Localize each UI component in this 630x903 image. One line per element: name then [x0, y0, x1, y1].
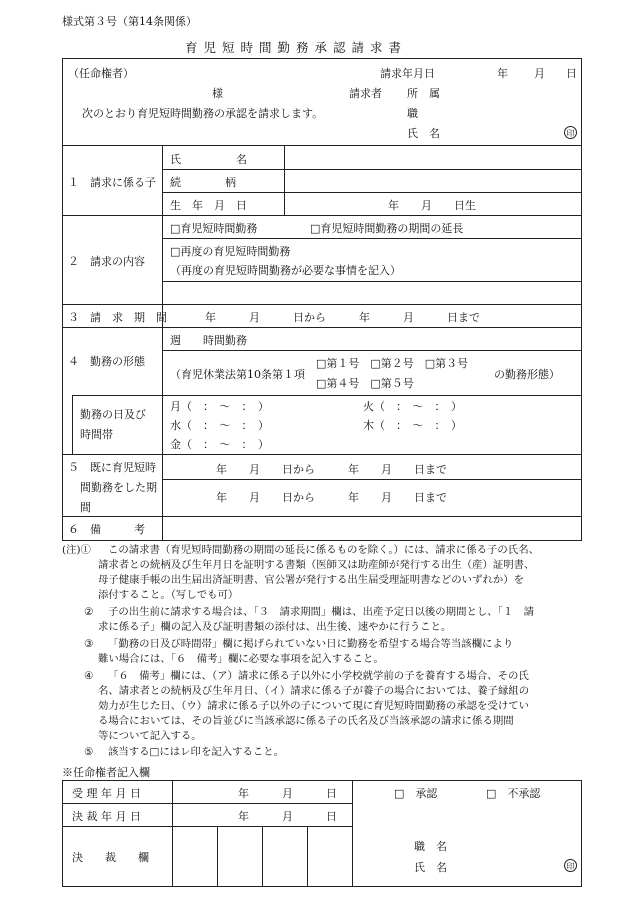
option-extension-checkbox[interactable]: □育児短時間勤務の期間の延長 — [310, 222, 464, 235]
notes-prefix: (注)① — [62, 544, 91, 556]
law-items-row1[interactable]: □第１号 □第２号 □第３号 — [316, 357, 469, 370]
law-prefix: （育児休業法第10条第１項 — [170, 368, 305, 381]
weekly-hours: 週 時間勤務 — [170, 334, 247, 347]
appointer-section-title: ※任命権者記入欄 — [62, 766, 150, 779]
note5-mark: ⑤ — [84, 746, 94, 758]
ketsu-label: 決 裁 欄 — [72, 851, 149, 864]
decision-date-value: 年 月 日 — [238, 810, 337, 823]
section1-label: １ 請求に係る子 — [68, 176, 156, 189]
child-relation-label: 続 柄 — [170, 176, 236, 189]
note4-line5: 等について記入する。 — [98, 730, 202, 742]
note5-text: 該当する□にはレ印を記入すること。 — [108, 746, 285, 758]
month-label: 月 — [534, 67, 545, 80]
position-label: 職 — [407, 107, 418, 120]
receipt-date-value: 年 月 日 — [238, 787, 337, 800]
section4-label: ４ 勤務の形態 — [68, 355, 145, 368]
approver-name-label: 氏 名 — [414, 861, 447, 874]
note3-mark: ③ — [84, 638, 94, 650]
law-items-row2[interactable]: □第４号 □第５号 — [316, 377, 414, 390]
appointer-label: （任命権者） — [68, 67, 134, 80]
section6-label: ６ 備 考 — [68, 523, 145, 536]
note1-line1: この請求書（育児短時間勤務の期間の延長に係るものを除く。）には、請求に係る子の氏名、 — [108, 544, 539, 556]
page-title: 育児短時間勤務承認請求書 — [185, 40, 408, 55]
law-suffix: の勤務形態） — [494, 368, 560, 381]
option-short-time-checkbox[interactable]: □育児短時間勤務 — [170, 222, 258, 235]
previous-period-1: 年 月 日から 年 月 日まで — [216, 463, 447, 476]
approve-checkbox[interactable]: □ 承認 — [394, 787, 438, 800]
option-again-note: （再度の育児短時間勤務が必要な事情を記入） — [170, 264, 401, 277]
year-label: 年 — [497, 67, 508, 80]
note4-line3: 効力が生じた日、（ウ）請求に係る子以外の子について現に育児短時間勤務の承認を受けてい — [98, 700, 529, 712]
section5-label-3: 間 — [80, 501, 91, 514]
request-period-value: 年 月 日から 年 月 日まで — [205, 311, 480, 324]
name-label: 氏 名 — [407, 127, 440, 140]
note3-line1: 「勤務の日及び時間帯」欄に掲げられていない日に勤務を希望する場合等当該欄により — [108, 638, 514, 650]
work-days-label-2: 時間帯 — [80, 428, 113, 441]
wednesday-hours: 水（ ： ～ ： ） — [170, 419, 269, 432]
section5-label-2: 間勤務をした期 — [80, 481, 157, 494]
child-birth-value: 年 月 日生 — [388, 199, 476, 212]
requester-label: 請求者 — [349, 87, 382, 100]
monday-hours: 月（ ： ～ ： ） — [170, 400, 269, 413]
thursday-hours: 木（ ： ～ ： ） — [363, 419, 462, 432]
note1-line3: 母子健康手帳の出生届出済証明書、官公署が発行する出生届受理証明書などのいずれか）を — [98, 574, 525, 586]
day-label: 日 — [566, 67, 577, 80]
intro-text: 次のとおり育児短時間勤務の承認を請求します。 — [82, 107, 324, 120]
child-birth-label: 生 年 月 日 — [170, 199, 247, 212]
decision-date-label: 決 裁 年 月 日 — [72, 810, 141, 823]
note1-line2: 請求者との続柄及び生年月日を証明する書類（医師又は助産師が発行する出生（産）証明書、 — [98, 559, 535, 571]
note4-line4: る場合においては、その旨並びに当該承認に係る子の氏名及び当該承認の請求に係る期間 — [98, 715, 514, 727]
note3-line2: 難い場合には、「６ 備考」欄に必要な事項を記入すること。 — [98, 653, 384, 665]
sama-label: 様 — [212, 87, 223, 100]
affiliation-label: 所 属 — [407, 87, 440, 100]
note4-mark: ④ — [84, 670, 94, 682]
section5-label-1: ５ 既に育児短時 — [68, 461, 156, 474]
option-again-checkbox[interactable]: □再度の育児短時間勤務 — [170, 245, 291, 258]
approver-seal-icon: 印 — [564, 859, 577, 872]
work-days-label-1: 勤務の日及び — [80, 408, 146, 421]
previous-period-2: 年 月 日から 年 月 日まで — [216, 491, 447, 504]
receipt-date-label: 受 理 年 月 日 — [72, 787, 141, 800]
note2-line2: 求に係る子」欄の記入及び証明書類の添付は、出生後、速やかに行うこと。 — [98, 621, 452, 633]
seal-icon: 印 — [564, 126, 577, 139]
request-date-label: 請求年月日 — [380, 67, 435, 80]
section2-label: ２ 請求の内容 — [68, 255, 145, 268]
form-number: 様式第３号（第14条関係） — [62, 15, 197, 28]
section3-label: ３ 請 求 期 間 — [68, 311, 167, 324]
note4-line2: 名、請求者との続柄及び生年月日、（イ）請求に係る子が養子の場合においては、養子縁組の — [98, 685, 530, 697]
tuesday-hours: 火（ ： ～ ： ） — [363, 400, 462, 413]
disapprove-checkbox[interactable]: □ 不承認 — [486, 787, 541, 800]
approver-position-label: 職 名 — [414, 840, 447, 853]
note2-mark: ② — [84, 606, 94, 618]
friday-hours: 金（ ： ～ ： ） — [170, 438, 269, 451]
note4-line1: 「６ 備考」欄には、（ア）請求に係る子以外に小学校就学前の子を養育する場合、その氏 — [108, 670, 529, 682]
child-name-label: 氏 名 — [170, 153, 247, 166]
note1-line4: 添付すること。（写しでも可） — [98, 589, 239, 601]
note2-line1: 子の出生前に請求する場合は、「３ 請求期間」欄は、出産予定日以後の期間とし、「１ 請 — [108, 606, 535, 618]
